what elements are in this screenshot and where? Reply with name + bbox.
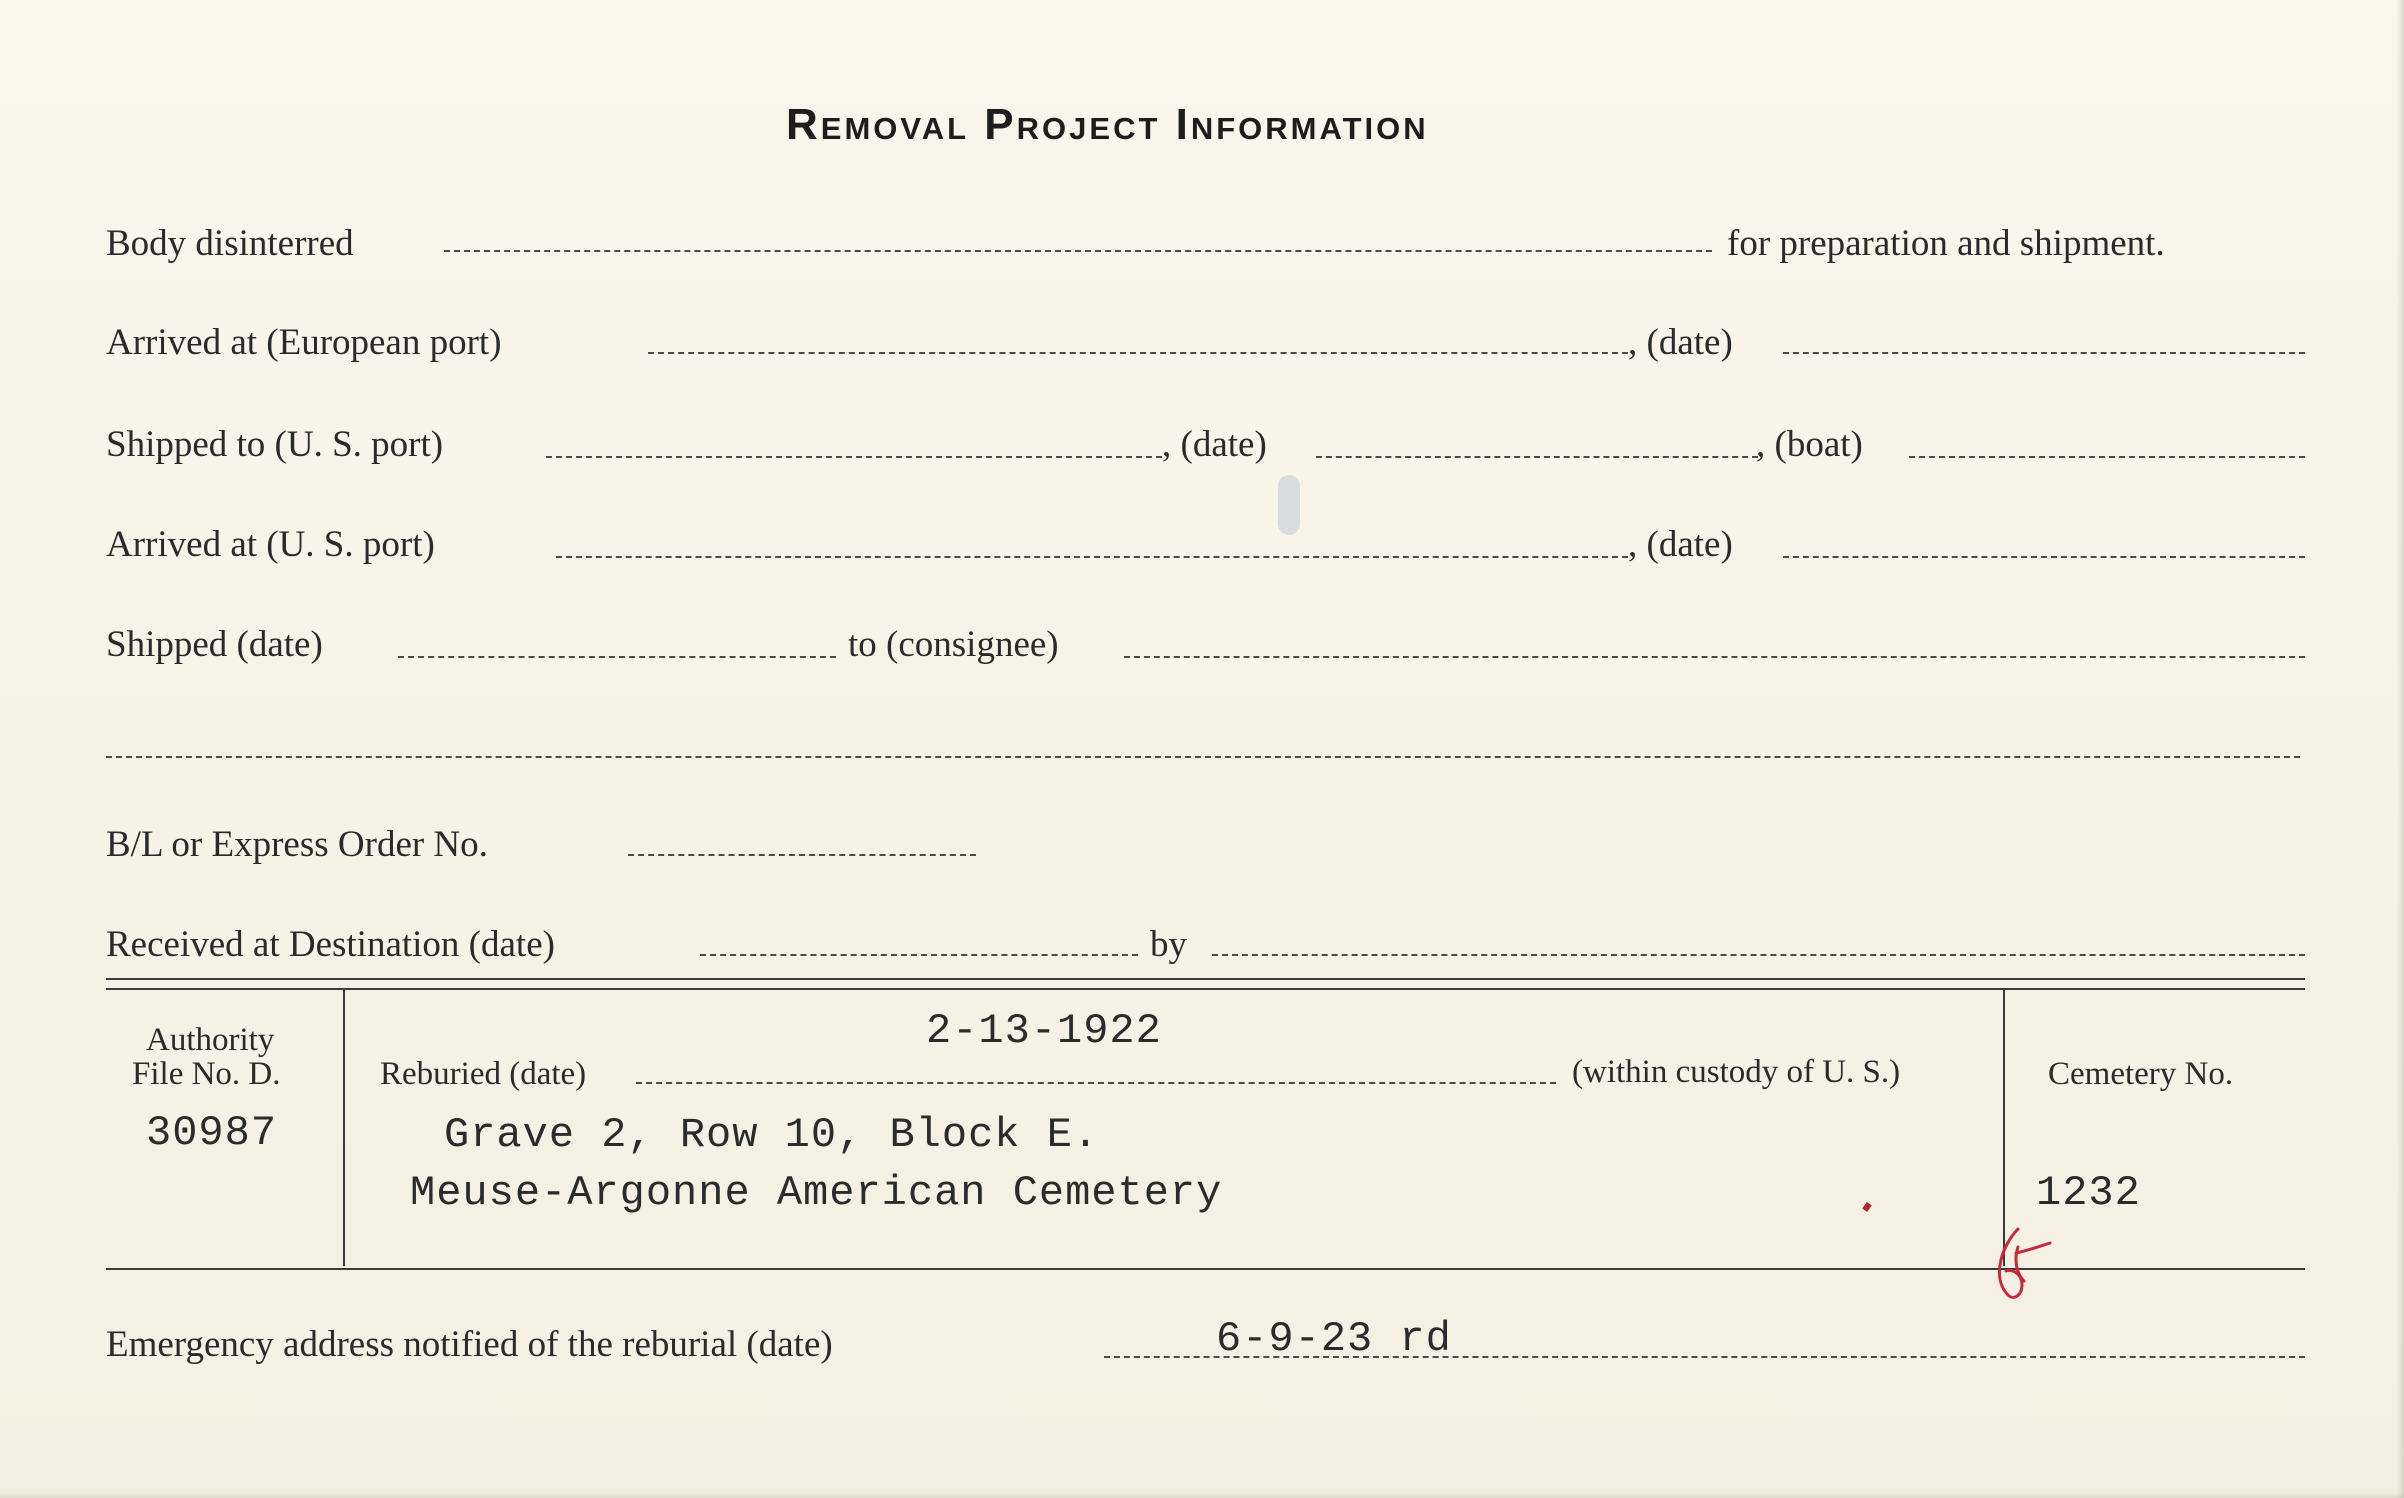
emergency-date-value: 6-9-23 rd xyxy=(1216,1315,1452,1363)
box-top-rule-1 xyxy=(106,978,2305,980)
arrived-us-date-line xyxy=(1783,556,2305,558)
authority-label: Authority xyxy=(146,1022,275,1058)
arrived-us-line xyxy=(556,556,1628,558)
file-no-label: File No. D. xyxy=(132,1056,281,1092)
consignee-label: to (consignee) xyxy=(848,624,1059,665)
shipped-to-us-label: Shipped to (U. S. port) xyxy=(106,424,444,465)
european-port-line xyxy=(648,352,1628,354)
by-label: by xyxy=(1150,924,1187,965)
cemetery-no-label: Cemetery No. xyxy=(2048,1056,2234,1092)
received-date-line xyxy=(700,954,1138,956)
received-destination-label: Received at Destination (date) xyxy=(106,924,555,965)
date-label-shipped: , (date) xyxy=(1162,424,1267,465)
red-tick-mark xyxy=(1862,1202,1872,1212)
reburied-date-value: 2-13-1922 xyxy=(926,1007,1162,1055)
bl-express-line xyxy=(628,854,976,856)
box-bottom-rule xyxy=(106,1268,2305,1270)
cemetery-number: 1232 xyxy=(2036,1169,2141,1217)
box-top-rule-2 xyxy=(106,988,2305,990)
body-disinterred-label: Body disinterred xyxy=(106,223,354,264)
card-right-edge xyxy=(2396,0,2404,1498)
grave-location: Grave 2, Row 10, Block E. xyxy=(444,1111,1100,1159)
us-port-line xyxy=(546,456,1162,458)
shipped-date-line xyxy=(1316,456,1758,458)
european-date-line xyxy=(1783,352,2305,354)
emergency-label: Emergency address notified of the reburial (date) xyxy=(106,1324,833,1365)
ink-smudge xyxy=(1278,475,1300,535)
date-label-european: , (date) xyxy=(1628,322,1733,363)
boat-label: , (boat) xyxy=(1756,424,1863,465)
shipped-date-label: Shipped (date) xyxy=(106,624,323,665)
authority-file-number: 30987 xyxy=(146,1109,278,1157)
custody-label: (within custody of U. S.) xyxy=(1572,1054,1901,1090)
consignee-line xyxy=(1124,656,2305,658)
reburied-label: Reburied (date) xyxy=(380,1056,587,1092)
date-label-arrived-us: , (date) xyxy=(1628,524,1733,565)
arrived-us-label: Arrived at (U. S. port) xyxy=(106,524,435,565)
for-preparation-label: for preparation and shipment. xyxy=(1727,223,2165,264)
shipped-date-line-2 xyxy=(398,656,836,658)
box-divider-left xyxy=(343,990,345,1266)
card-bottom-edge xyxy=(0,1492,2404,1498)
cemetery-name: Meuse-Argonne American Cemetery xyxy=(410,1169,1223,1217)
red-initial-mark xyxy=(1988,1225,2058,1305)
page-title: Removal Project Information xyxy=(786,100,1429,149)
arrived-european-label: Arrived at (European port) xyxy=(106,322,502,363)
reburied-date-line xyxy=(636,1082,1556,1084)
bl-express-label: B/L or Express Order No. xyxy=(106,824,488,865)
boat-line xyxy=(1909,456,2305,458)
consignee-continuation-line xyxy=(106,756,2300,758)
body-disinterred-line xyxy=(444,250,1712,252)
by-line xyxy=(1212,954,2305,956)
